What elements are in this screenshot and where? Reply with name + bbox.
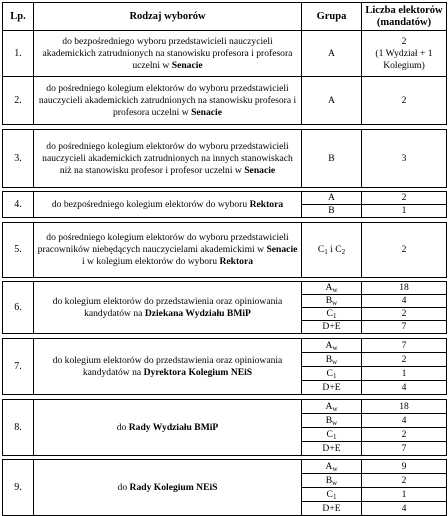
elector-count: 9 <box>362 460 447 474</box>
elector-count: 2 (1 Wydział + 1 Kolegium) <box>362 31 447 77</box>
elections-table <box>2 2 447 516</box>
group-cell: $A_w$ <box>302 339 362 353</box>
elector-count: 2 <box>362 308 447 321</box>
row-number: 9. <box>3 460 34 516</box>
election-description: do kolegium elektorów do przedstawienia oraz opiniowania kandydatów na Dziekana Wydziału BMiP <box>34 282 302 334</box>
elector-count: 2 <box>362 77 447 125</box>
elector-count: 3 <box>362 130 447 188</box>
elector-count: 18 <box>362 282 447 295</box>
elector-count: 7 <box>362 321 447 334</box>
header-liczba: Liczba elektorów (mandatów) <box>362 3 447 31</box>
row-number: 3. <box>3 130 34 188</box>
group-cell: $A_w$ <box>302 282 362 295</box>
table-row <box>3 223 447 278</box>
elector-count: 4 <box>362 295 447 308</box>
elector-count: 1 <box>362 205 447 218</box>
election-description: do Rady Kolegium NEiS <box>34 460 302 516</box>
row-number: 6. <box>3 282 34 334</box>
table-header-row <box>3 3 447 31</box>
group-cell: A <box>302 31 362 77</box>
elector-count: 4 <box>362 414 447 428</box>
group-cell: B <box>302 205 362 218</box>
election-description: do pośredniego kolegium elektorów do wyboru przedstawicieli pracowników niebędących nauczycielami akademickimi w Senacie i w kolegium elektorów do wyboru Rektora <box>34 223 302 278</box>
group-cell: $B_w$ <box>302 295 362 308</box>
elector-count: 2 <box>362 474 447 488</box>
group-cell: D+E <box>302 442 362 456</box>
group-cell: B <box>302 130 362 188</box>
elector-count: 2 <box>362 428 447 442</box>
election-description: do Rady Wydziału BMiP <box>34 400 302 456</box>
group-cell: $C_1$ <box>302 428 362 442</box>
group-cell: $C_1$ <box>302 488 362 502</box>
elector-count: 7 <box>362 339 447 353</box>
elector-count: 18 <box>362 400 447 414</box>
election-description: do bezpośredniego kolegium elektorów do wyboru Rektora <box>34 192 302 218</box>
table-row <box>3 130 447 188</box>
group-cell: A <box>302 77 362 125</box>
elector-count: 1 <box>362 367 447 381</box>
election-description: do kolegium elektorów do przedstawienia oraz opiniowania kandydatów na Dyrektora Kolegium NEiS <box>34 339 302 395</box>
election-description: do pośredniego kolegium elektorów do wyboru przedstawicieli nauczycieli akademickich zatrudnionych na innych stanowiskach niż na stanowisku profesor i profesor uczelni w Senacie <box>34 130 302 188</box>
elector-count: 2 <box>362 192 447 205</box>
group-cell: $C_1$ <box>302 308 362 321</box>
header-rodzaj: Rodzaj wyborów <box>34 3 302 31</box>
group-cell: $B_w$ <box>302 414 362 428</box>
group-cell: $B_w$ <box>302 474 362 488</box>
header-lp: Lp. <box>3 3 34 31</box>
row-number: 1. <box>3 31 34 77</box>
table-row <box>3 400 447 414</box>
row-number: 4. <box>3 192 34 218</box>
elector-count: 7 <box>362 442 447 456</box>
table-row <box>3 77 447 125</box>
group-cell: D+E <box>302 321 362 334</box>
row-number: 2. <box>3 77 34 125</box>
table-row <box>3 339 447 353</box>
group-cell: $C_1$ <box>302 367 362 381</box>
group-cell: D+E <box>302 381 362 395</box>
elector-count: 4 <box>362 502 447 516</box>
group-cell: A <box>302 192 362 205</box>
group-cell: $B_w$ <box>302 353 362 367</box>
table-row <box>3 192 447 205</box>
row-number: 5. <box>3 223 34 278</box>
group-cell: D+E <box>302 502 362 516</box>
elector-count: 2 <box>362 353 447 367</box>
table-row <box>3 31 447 77</box>
election-description: do bezpośredniego wyboru przedstawicieli nauczycieli akademickich zatrudnionych na stanowisku profesora i profesora uczelni w Senacie <box>34 31 302 77</box>
table-row <box>3 282 447 295</box>
elector-count: 4 <box>362 381 447 395</box>
table-row <box>3 460 447 474</box>
row-number: 7. <box>3 339 34 395</box>
group-cell: $A_w$ <box>302 400 362 414</box>
row-number: 8. <box>3 400 34 456</box>
elector-count: 1 <box>362 488 447 502</box>
elector-count: 2 <box>362 223 447 278</box>
header-grupa: Grupa <box>302 3 362 31</box>
group-cell: $A_w$ <box>302 460 362 474</box>
election-description: do pośredniego kolegium elektorów do wyboru przedstawicieli nauczycieli akademickich zatrudnionych na stanowisku profesora i profesora uczelni w Senacie <box>34 77 302 125</box>
group-cell: $C_1$ i $C_2$ <box>302 223 362 278</box>
